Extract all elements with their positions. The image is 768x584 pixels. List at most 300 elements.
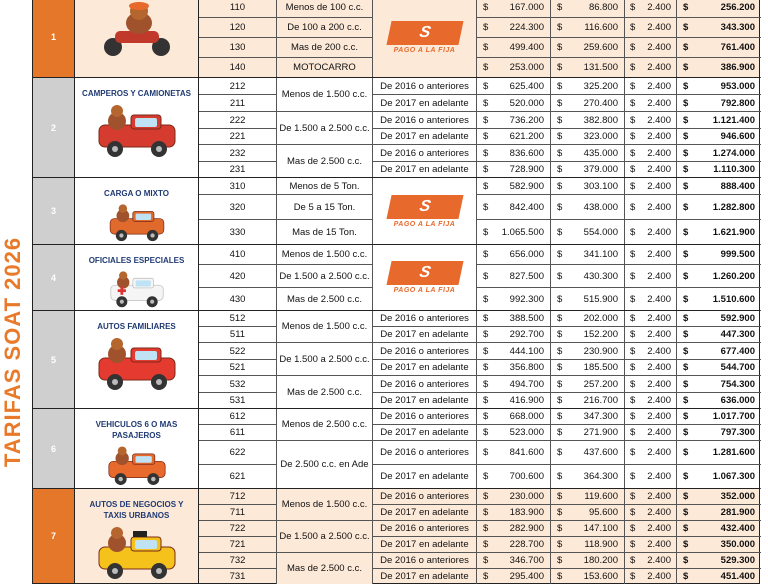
code-cell: 222 <box>199 112 277 129</box>
price-cell <box>625 162 677 178</box>
amount-value: 167.000 <box>509 1 544 13</box>
model-cell: De 2017 en adelante <box>373 360 477 376</box>
total-cell <box>677 425 761 441</box>
price-cell <box>625 220 677 245</box>
amount-value: 677.400 <box>720 345 755 357</box>
category-number: 6 <box>33 409 75 488</box>
code-cell: 310 <box>199 178 277 195</box>
currency-symbol: $ <box>630 270 636 282</box>
currency-symbol: $ <box>630 293 636 305</box>
price-cell <box>625 145 677 162</box>
model-cell: De 2017 en adelante <box>373 162 477 178</box>
model-cell: De 2017 en adelante <box>373 425 477 441</box>
amount-value: 2.400 <box>647 539 671 550</box>
total-cell <box>677 265 761 288</box>
currency-symbol: $ <box>557 62 563 73</box>
price-cell <box>551 18 625 38</box>
price-cell <box>477 327 551 343</box>
amount-value: 430.300 <box>583 270 618 282</box>
price-cell <box>551 553 625 569</box>
amount-value: 2.400 <box>647 97 671 109</box>
price-cell <box>625 425 677 441</box>
currency-symbol: $ <box>483 180 489 192</box>
category-cell <box>75 311 199 408</box>
currency-symbol: $ <box>630 164 636 175</box>
currency-symbol: $ <box>557 411 563 422</box>
currency-symbol: $ <box>483 97 489 109</box>
price-cell <box>551 265 625 288</box>
amount-value: 1.260.200 <box>712 270 755 282</box>
currency-symbol: $ <box>683 201 689 213</box>
price-cell <box>625 78 677 95</box>
amount-value: 2.400 <box>647 571 671 582</box>
currency-symbol: $ <box>683 97 689 109</box>
currency-symbol: $ <box>630 345 636 357</box>
amount-value: 2.400 <box>647 491 671 502</box>
currency-symbol: $ <box>483 507 489 518</box>
amount-value: 2.400 <box>647 80 671 92</box>
currency-symbol: $ <box>683 539 689 550</box>
table-row <box>199 245 761 265</box>
currency-symbol: $ <box>483 270 489 282</box>
price-cell <box>477 162 551 178</box>
currency-symbol: $ <box>630 571 636 582</box>
amount-value: 1.281.600 <box>712 447 755 458</box>
currency-symbol: $ <box>630 555 636 566</box>
total-cell <box>677 0 761 18</box>
table-row <box>199 58 761 78</box>
currency-symbol: $ <box>557 131 563 142</box>
amount-value: 1.067.300 <box>712 471 755 482</box>
price-cell <box>625 129 677 145</box>
currency-symbol: $ <box>630 471 636 482</box>
currency-symbol: $ <box>557 147 563 159</box>
amount-value: 2.400 <box>647 313 671 324</box>
amount-value: 888.400 <box>720 180 755 192</box>
amount-value: 444.100 <box>509 345 544 357</box>
amount-value: 2.400 <box>647 164 671 175</box>
currency-symbol: $ <box>683 180 689 192</box>
total-cell <box>677 505 761 521</box>
tariff-table <box>32 0 760 584</box>
cc-cell: Mas de 200 c.c. <box>277 38 373 58</box>
category-group-6 <box>32 408 760 488</box>
code-cell: 420 <box>199 265 277 288</box>
amount-value: 347.300 <box>583 411 618 422</box>
code-cell: 232 <box>199 145 277 162</box>
currency-symbol: $ <box>630 507 636 518</box>
cc-cell: De 5 a 15 Ton. <box>277 195 373 220</box>
amount-value: 295.400 <box>509 571 544 582</box>
price-cell <box>551 245 625 265</box>
price-cell <box>551 129 625 145</box>
category-group-7 <box>32 488 760 584</box>
cc-range-cell: Mas de 2.500 c.c. <box>277 553 373 584</box>
price-cell <box>551 489 625 505</box>
category-cell <box>75 78 199 177</box>
currency-symbol: $ <box>483 114 489 126</box>
price-cell <box>551 360 625 376</box>
price-cell <box>625 409 677 425</box>
logo-text: PAGO A LA FIJA <box>393 220 456 228</box>
currency-symbol: $ <box>557 329 563 340</box>
price-cell <box>551 343 625 360</box>
amount-value: 2.400 <box>647 447 671 458</box>
code-cell: 410 <box>199 245 277 265</box>
currency-symbol: $ <box>683 378 689 390</box>
model-cell: De 2016 o anteriores <box>373 521 477 537</box>
amount-value: 2.400 <box>647 555 671 566</box>
amount-value: 2.400 <box>647 131 671 142</box>
pago-a-la-fija-logo <box>384 261 466 294</box>
total-cell <box>677 78 761 95</box>
amount-value: 379.000 <box>583 164 618 175</box>
price-cell <box>551 311 625 327</box>
price-cell <box>625 38 677 58</box>
price-cell <box>625 0 677 18</box>
price-cell <box>477 521 551 537</box>
amount-value: 2.400 <box>647 249 671 260</box>
cc-range-cell: Mas de 2.500 c.c. <box>277 145 373 178</box>
currency-symbol: $ <box>557 164 563 175</box>
amount-value: 700.600 <box>509 471 544 482</box>
amount-value: 736.200 <box>509 114 544 126</box>
currency-symbol: $ <box>483 201 489 213</box>
category-group-2 <box>32 77 760 177</box>
amount-value: 494.700 <box>509 378 544 390</box>
truck-mascot-icon <box>91 203 183 244</box>
currency-symbol: $ <box>630 1 636 13</box>
amount-value: 2.400 <box>647 329 671 340</box>
total-cell <box>677 18 761 38</box>
amount-value: 438.000 <box>583 201 618 213</box>
cc-cell: Mas de 15 Ton. <box>277 220 373 245</box>
amount-value: 625.400 <box>509 80 544 92</box>
amount-value: 656.000 <box>509 249 544 260</box>
currency-symbol: $ <box>683 507 689 518</box>
table-row <box>199 265 761 288</box>
code-cell: 612 <box>199 409 277 425</box>
amount-value: 1.510.600 <box>712 293 755 305</box>
amount-value: 116.600 <box>584 22 618 33</box>
motorcycle-mascot-icon <box>91 1 183 59</box>
price-cell <box>477 220 551 245</box>
model-cell: De 2017 en adelante <box>373 505 477 521</box>
total-cell <box>677 537 761 553</box>
price-cell <box>625 489 677 505</box>
price-cell <box>551 569 625 584</box>
price-cell <box>625 521 677 537</box>
amount-value: 621.200 <box>509 131 544 142</box>
price-cell <box>551 409 625 425</box>
currency-symbol: $ <box>483 471 489 482</box>
cc-range-cell: De 2.500 c.c. en Ade <box>277 441 373 489</box>
price-cell <box>477 178 551 195</box>
amount-value: 230.000 <box>509 491 544 502</box>
table-row <box>199 288 761 311</box>
total-cell <box>677 393 761 409</box>
category-number: 3 <box>33 178 75 244</box>
price-cell <box>625 505 677 521</box>
price-cell <box>477 145 551 162</box>
amount-value: 346.700 <box>509 555 544 566</box>
amount-value: 2.400 <box>647 345 671 357</box>
amount-value: 1.017.700 <box>712 411 755 422</box>
currency-symbol: $ <box>630 97 636 109</box>
price-cell <box>477 265 551 288</box>
price-cell <box>625 245 677 265</box>
table-row <box>199 195 761 220</box>
amount-value: 2.400 <box>647 523 671 534</box>
price-cell <box>477 505 551 521</box>
currency-symbol: $ <box>557 97 563 109</box>
price-cell <box>625 58 677 78</box>
table-row <box>199 38 761 58</box>
currency-symbol: $ <box>557 395 563 406</box>
logo-mark: S <box>386 261 463 285</box>
currency-symbol: $ <box>557 42 563 53</box>
price-cell <box>625 360 677 376</box>
amount-value: 1.621.900 <box>712 226 755 238</box>
amount-value: 256.200 <box>720 1 755 13</box>
currency-symbol: $ <box>483 42 489 53</box>
amount-value: 257.200 <box>583 378 618 390</box>
price-cell <box>625 195 677 220</box>
amount-value: 520.000 <box>509 97 544 109</box>
amount-value: 432.400 <box>720 523 755 534</box>
currency-symbol: $ <box>483 313 489 324</box>
currency-symbol: $ <box>557 270 563 282</box>
pago-a-la-fija-logo <box>384 195 466 228</box>
price-cell <box>625 178 677 195</box>
code-cell: 611 <box>199 425 277 441</box>
currency-symbol: $ <box>483 164 489 175</box>
currency-symbol: $ <box>683 523 689 534</box>
currency-symbol: $ <box>683 114 689 126</box>
amount-value: 230.900 <box>583 345 618 357</box>
amount-value: 447.300 <box>720 329 755 340</box>
total-cell <box>677 343 761 360</box>
amount-value: 499.400 <box>509 42 544 53</box>
category-cell <box>75 178 199 244</box>
currency-symbol: $ <box>630 427 636 438</box>
currency-symbol: $ <box>557 507 563 518</box>
price-cell <box>625 95 677 112</box>
amount-value: 271.900 <box>583 427 618 438</box>
currency-symbol: $ <box>630 362 636 373</box>
price-cell <box>625 441 677 465</box>
amount-value: 95.600 <box>588 507 618 518</box>
price-cell <box>551 38 625 58</box>
code-cell: 522 <box>199 343 277 360</box>
code-cell: 731 <box>199 569 277 584</box>
amount-value: 356.800 <box>509 362 544 373</box>
amount-value: 292.700 <box>509 329 544 340</box>
price-cell <box>551 220 625 245</box>
price-cell <box>625 569 677 584</box>
price-cell <box>625 553 677 569</box>
price-cell <box>625 393 677 409</box>
currency-symbol: $ <box>683 447 689 458</box>
amount-value: 999.500 <box>720 249 755 260</box>
cc-range-cell: De 1.500 a 2.500 c.c. <box>277 521 373 553</box>
logo-cell <box>373 0 477 78</box>
amount-value: 343.300 <box>720 22 755 33</box>
currency-symbol: $ <box>483 523 489 534</box>
category-cell <box>75 245 199 310</box>
category-label: AUTOS DE NEGOCIOS Y TAXIS URBANOS <box>89 500 184 520</box>
ambulance-mascot-icon <box>91 270 183 310</box>
amount-value: 953.000 <box>720 80 755 92</box>
total-cell <box>677 220 761 245</box>
currency-symbol: $ <box>557 378 563 390</box>
model-cell: De 2017 en adelante <box>373 537 477 553</box>
category-number: 5 <box>33 311 75 408</box>
currency-symbol: $ <box>483 131 489 142</box>
currency-symbol: $ <box>557 293 563 305</box>
currency-symbol: $ <box>483 293 489 305</box>
amount-value: 2.400 <box>647 395 671 406</box>
pickup-mascot-icon <box>91 103 183 161</box>
currency-symbol: $ <box>483 147 489 159</box>
total-cell <box>677 129 761 145</box>
currency-symbol: $ <box>557 345 563 357</box>
price-cell <box>477 38 551 58</box>
currency-symbol: $ <box>683 22 689 33</box>
total-cell <box>677 162 761 178</box>
amount-value: 228.700 <box>509 539 544 550</box>
amount-value: 636.000 <box>720 395 755 406</box>
amount-value: 2.400 <box>647 180 671 192</box>
price-cell <box>477 489 551 505</box>
category-group-1 <box>32 0 760 77</box>
currency-symbol: $ <box>557 491 563 502</box>
amount-value: 2.400 <box>647 362 671 373</box>
currency-symbol: $ <box>630 523 636 534</box>
category-number: 2 <box>33 78 75 177</box>
amount-value: 582.900 <box>509 180 544 192</box>
currency-symbol: $ <box>483 447 489 458</box>
currency-symbol: $ <box>630 180 636 192</box>
amount-value: 281.900 <box>720 507 755 518</box>
code-cell: 621 <box>199 465 277 489</box>
cc-cell: Menos de 1.500 c.c. <box>277 245 373 265</box>
price-cell <box>551 288 625 311</box>
currency-symbol: $ <box>483 427 489 438</box>
model-cell: De 2016 o anteriores <box>373 489 477 505</box>
currency-symbol: $ <box>630 226 636 238</box>
currency-symbol: $ <box>630 131 636 142</box>
code-cell: 512 <box>199 311 277 327</box>
currency-symbol: $ <box>557 180 563 192</box>
price-cell <box>477 311 551 327</box>
currency-symbol: $ <box>683 571 689 582</box>
amount-value: 153.600 <box>583 571 618 582</box>
category-cell <box>75 489 199 583</box>
logo-mark: S <box>386 195 463 219</box>
amount-value: 2.400 <box>647 42 671 53</box>
currency-symbol: $ <box>630 249 636 260</box>
amount-value: 131.500 <box>583 62 618 73</box>
price-cell <box>625 18 677 38</box>
currency-symbol: $ <box>683 427 689 438</box>
price-cell <box>551 145 625 162</box>
amount-value: 2.400 <box>647 1 671 13</box>
price-cell <box>551 376 625 393</box>
amount-value: 2.400 <box>647 201 671 213</box>
code-cell: 532 <box>199 376 277 393</box>
cc-cell: De 1.500 a 2.500 c.c. <box>277 265 373 288</box>
currency-symbol: $ <box>557 523 563 534</box>
code-cell: 430 <box>199 288 277 311</box>
amount-value: 435.000 <box>583 147 618 159</box>
currency-symbol: $ <box>683 491 689 502</box>
code-cell: 531 <box>199 393 277 409</box>
amount-value: 2.400 <box>647 114 671 126</box>
amount-value: 515.900 <box>583 293 618 305</box>
category-label: VEHICULOS 6 O MAS PASAJEROS <box>95 420 178 440</box>
amount-value: 341.100 <box>583 249 618 260</box>
currency-symbol: $ <box>630 114 636 126</box>
amount-value: 183.900 <box>509 507 544 518</box>
car-mascot-icon <box>91 336 183 394</box>
amount-value: 259.600 <box>583 42 618 53</box>
code-cell: 711 <box>199 505 277 521</box>
currency-symbol: $ <box>557 1 563 13</box>
taxi-mascot-icon <box>91 525 183 583</box>
price-cell <box>625 112 677 129</box>
price-cell <box>551 95 625 112</box>
model-cell: De 2016 o anteriores <box>373 553 477 569</box>
currency-symbol: $ <box>557 362 563 373</box>
category-label: OFICIALES ESPECIALES <box>88 256 185 265</box>
category-number: 7 <box>33 489 75 583</box>
amount-value: 202.000 <box>583 313 618 324</box>
total-cell <box>677 58 761 78</box>
logo-text: PAGO A LA FIJA <box>393 46 456 54</box>
price-cell <box>477 553 551 569</box>
total-cell <box>677 376 761 393</box>
amount-value: 2.400 <box>647 471 671 482</box>
total-cell <box>677 569 761 584</box>
currency-symbol: $ <box>630 378 636 390</box>
price-cell <box>551 178 625 195</box>
price-cell <box>477 441 551 465</box>
model-cell: De 2017 en adelante <box>373 95 477 112</box>
currency-symbol: $ <box>557 201 563 213</box>
currency-symbol: $ <box>483 1 489 13</box>
currency-symbol: $ <box>683 164 689 175</box>
category-label: AUTOS FAMILIARES <box>97 322 176 331</box>
currency-symbol: $ <box>683 471 689 482</box>
currency-symbol: $ <box>683 62 689 73</box>
amount-value: 437.600 <box>583 447 618 458</box>
price-cell <box>625 376 677 393</box>
price-cell <box>477 343 551 360</box>
amount-value: 416.900 <box>509 395 544 406</box>
amount-value: 451.400 <box>720 571 755 582</box>
price-cell <box>477 569 551 584</box>
price-cell <box>477 360 551 376</box>
total-cell <box>677 465 761 489</box>
amount-value: 224.300 <box>509 22 544 33</box>
amount-value: 1.110.300 <box>713 164 755 175</box>
price-cell <box>477 409 551 425</box>
currency-symbol: $ <box>683 293 689 305</box>
amount-value: 86.800 <box>588 1 618 13</box>
currency-symbol: $ <box>630 313 636 324</box>
currency-symbol: $ <box>630 395 636 406</box>
